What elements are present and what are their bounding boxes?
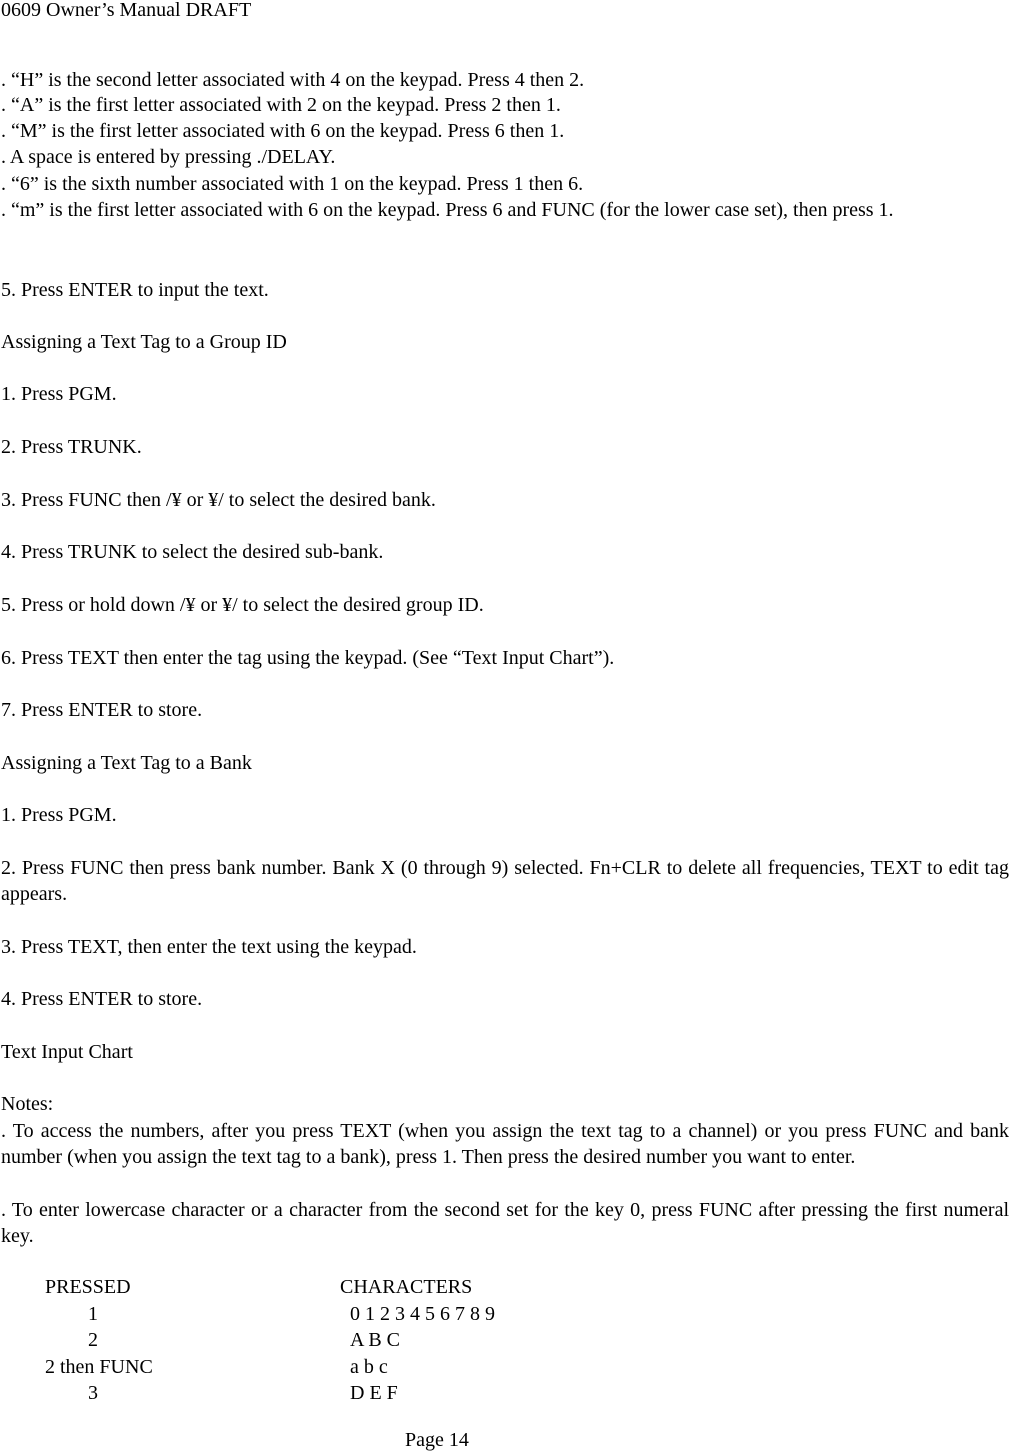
page-number: Page 14 xyxy=(405,1429,469,1451)
section-title-chart: Text Input Chart xyxy=(1,1041,133,1063)
table-cell-pressed: 2 then FUNC xyxy=(45,1356,153,1378)
bank-step: 2. Press FUNC then press bank number. Bank X (0 through 9) selected. Fn+CLR to delete all frequencies, TEXT to edit tag appears. xyxy=(1,857,1009,906)
document-header: 0609 Owner’s Manual DRAFT xyxy=(1,0,252,21)
bank-step: 3. Press TEXT, then enter the text using the keypad. xyxy=(1,936,417,958)
group-step: 6. Press TEXT then enter the tag using the keypad. (See “Text Input Chart”). xyxy=(1,647,615,669)
table-cell-pressed: 3 xyxy=(88,1382,98,1404)
example-step: . “6” is the sixth number associated with 1 on the keypad. Press 1 then 6. xyxy=(1,173,584,195)
bank-step: 4. Press ENTER to store. xyxy=(1,988,203,1010)
group-step: 7. Press ENTER to store. xyxy=(1,699,203,721)
group-step: 3. Press FUNC then /¥ or ¥/ to select the desired bank. xyxy=(1,489,436,511)
table-cell-pressed: 2 xyxy=(88,1329,98,1351)
example-step: . “m” is the first letter associated with 6 on the keypad. Press 6 and FUNC (for the lower case set), then press 1. xyxy=(1,199,894,221)
table-cell-pressed: 1 xyxy=(88,1303,98,1325)
table-header-characters: CHARACTERS xyxy=(340,1276,473,1298)
note: . To access the numbers, after you press TEXT (when you assign the text tag to a channel) or you press FUNC and bank number (when you assign the text tag to a bank), press 1. Then press the desired number you want to enter. xyxy=(1,1120,1009,1169)
table-header-pressed: PRESSED xyxy=(45,1276,131,1298)
example-step: . “A” is the first letter associated with 2 on the keypad. Press 2 then 1. xyxy=(1,94,561,116)
note: . To enter lowercase character or a character from the second set for the key 0, press FUNC after pressing the first numeral key. xyxy=(1,1199,1009,1248)
step-enter: 5. Press ENTER to input the text. xyxy=(1,279,269,301)
table-cell-characters: D E F xyxy=(350,1382,398,1404)
bank-step: 1. Press PGM. xyxy=(1,804,117,826)
section-title-group: Assigning a Text Tag to a Group ID xyxy=(1,331,287,353)
group-step: 1. Press PGM. xyxy=(1,383,117,405)
example-step: . A space is entered by pressing ./DELAY. xyxy=(1,146,336,168)
notes-label: Notes: xyxy=(1,1093,54,1115)
table-cell-characters: a b c xyxy=(350,1356,388,1378)
table-cell-characters: 0 1 2 3 4 5 6 7 8 9 xyxy=(350,1303,495,1325)
example-step: . “H” is the second letter associated with 4 on the keypad. Press 4 then 2. xyxy=(1,69,585,91)
section-title-bank: Assigning a Text Tag to a Bank xyxy=(1,752,252,774)
table-cell-characters: A B C xyxy=(350,1329,401,1351)
group-step: 5. Press or hold down /¥ or ¥/ to select the desired group ID. xyxy=(1,594,484,616)
example-step: . “M” is the first letter associated with 6 on the keypad. Press 6 then 1. xyxy=(1,120,565,142)
group-step: 2. Press TRUNK. xyxy=(1,436,142,458)
group-step: 4. Press TRUNK to select the desired sub-bank. xyxy=(1,541,384,563)
